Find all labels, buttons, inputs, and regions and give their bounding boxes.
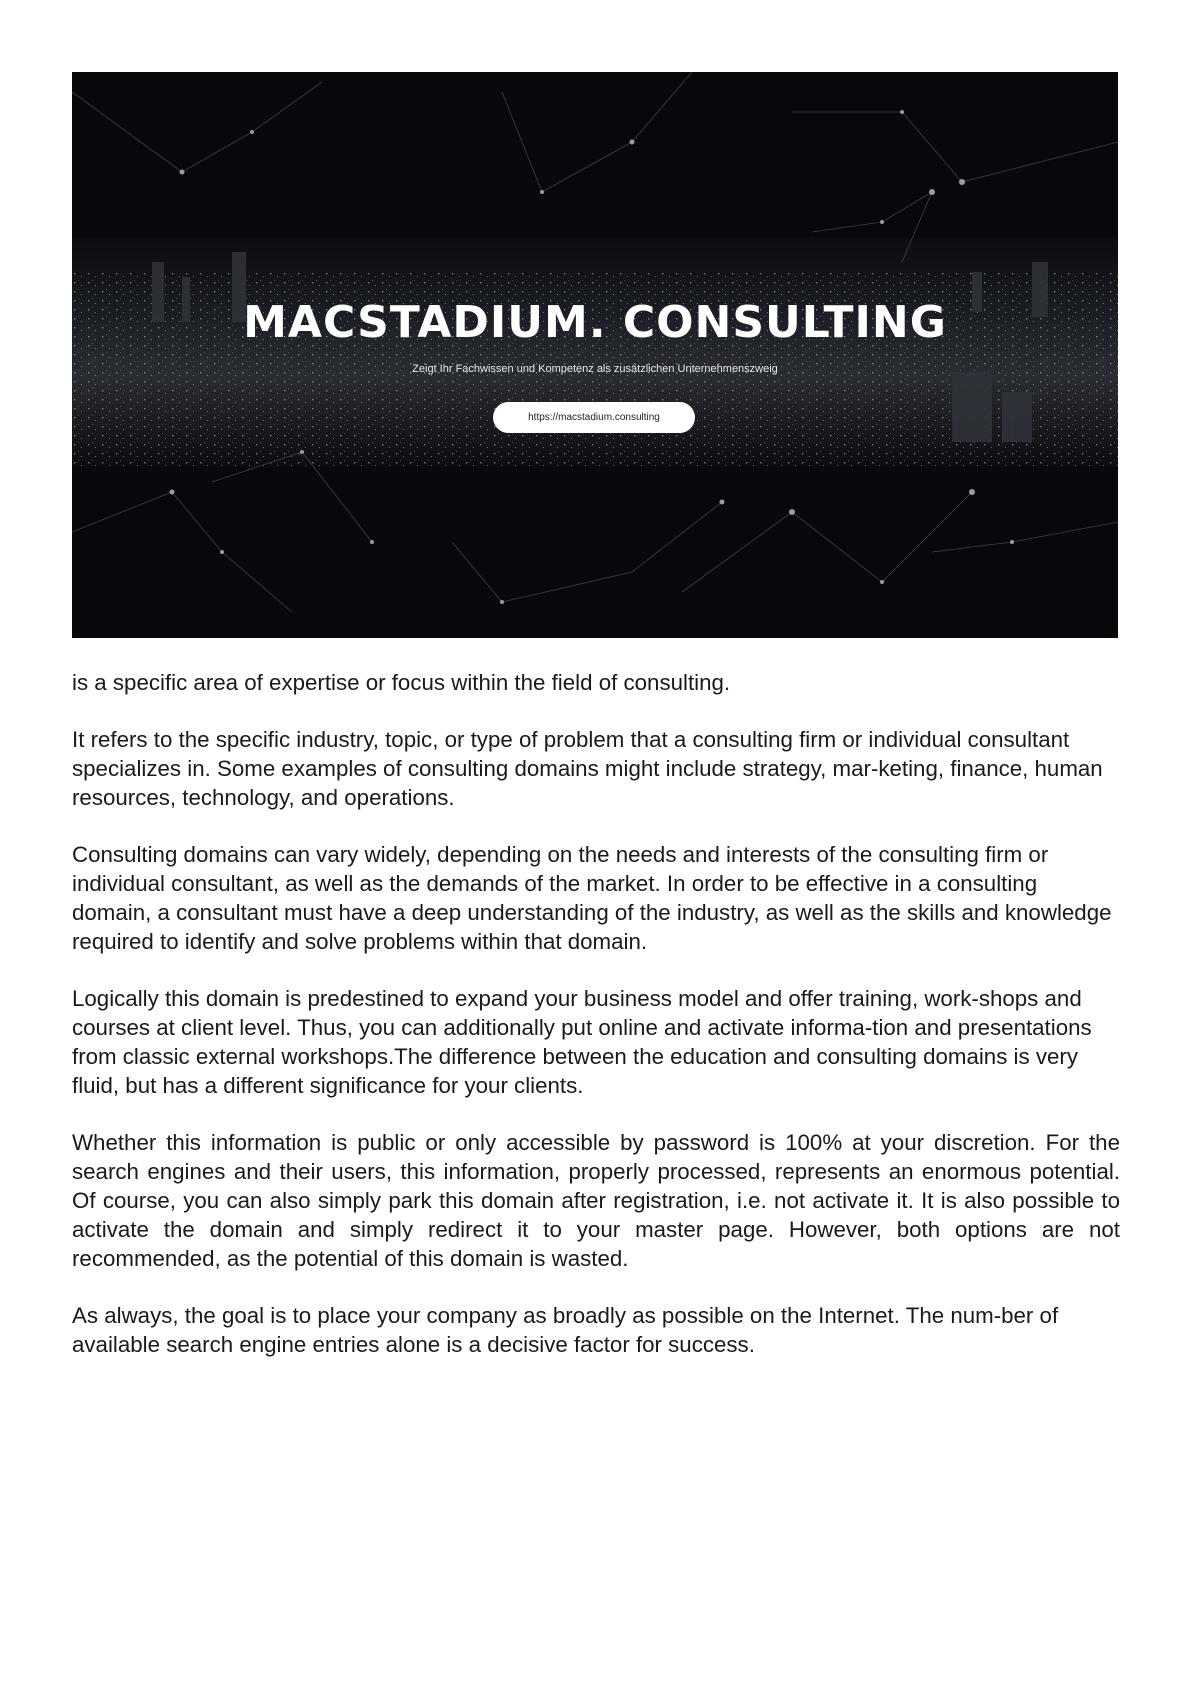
paragraph-1: is a specific area of expertise or focus within the field of consulting. — [72, 670, 731, 695]
hero-title: MACSTADIUM. CONSULTING — [243, 297, 947, 348]
paragraph-5: Whether this information is public or only accessible by password is 100% at your discretion. For the search engines and their users, this information, properly processed, represents an enormous potential. Of course, you can also simply park this domain after registration, i.e. not activate it. It is also possible to activate the domain and simply redirect it to your master page. However, both options are not recommended, as the potential of this domain is wasted. — [72, 1130, 1120, 1271]
body-text — [72, 668, 1120, 1387]
paragraph-3: Consulting domains can vary widely, depending on the needs and interests of the consulting firm or individual consultant, as well as the demands of the market. In order to be effective in a consulting domain, a consultant must have a deep understanding of the industry, as well as the skills and knowledge required to identify and solve problems within that domain. — [72, 842, 1112, 954]
city-network-background — [72, 72, 1118, 638]
paragraph-6: As always, the goal is to place your company as broadly as possible on the Internet. The num-ber of available search engine entries alone is a decisive factor for success. — [72, 1303, 1059, 1357]
paragraph-2: It refers to the specific industry, topic, or type of problem that a consulting firm or individual consultant specializes in. Some examples of consulting domains might include strategy, mar-keting, finance, human resources, technology, and operations. — [72, 727, 1103, 810]
hero-subtitle: Zeigt Ihr Fachwissen und Kompetenz als zusätzlichen Unternehmenszweig — [412, 363, 778, 375]
paragraph-4: Logically this domain is predestined to expand your business model and offer training, work-shops and courses at client level. Thus, you can additionally put online and activate informa-tion and presentations from classic external workshops.The difference between the education and consulting domains is very fluid, but has a different significance for your clients. — [72, 986, 1092, 1098]
hero-url-button[interactable]: https://macstadium.consulting — [493, 402, 695, 433]
hero-banner-image — [72, 72, 1118, 638]
